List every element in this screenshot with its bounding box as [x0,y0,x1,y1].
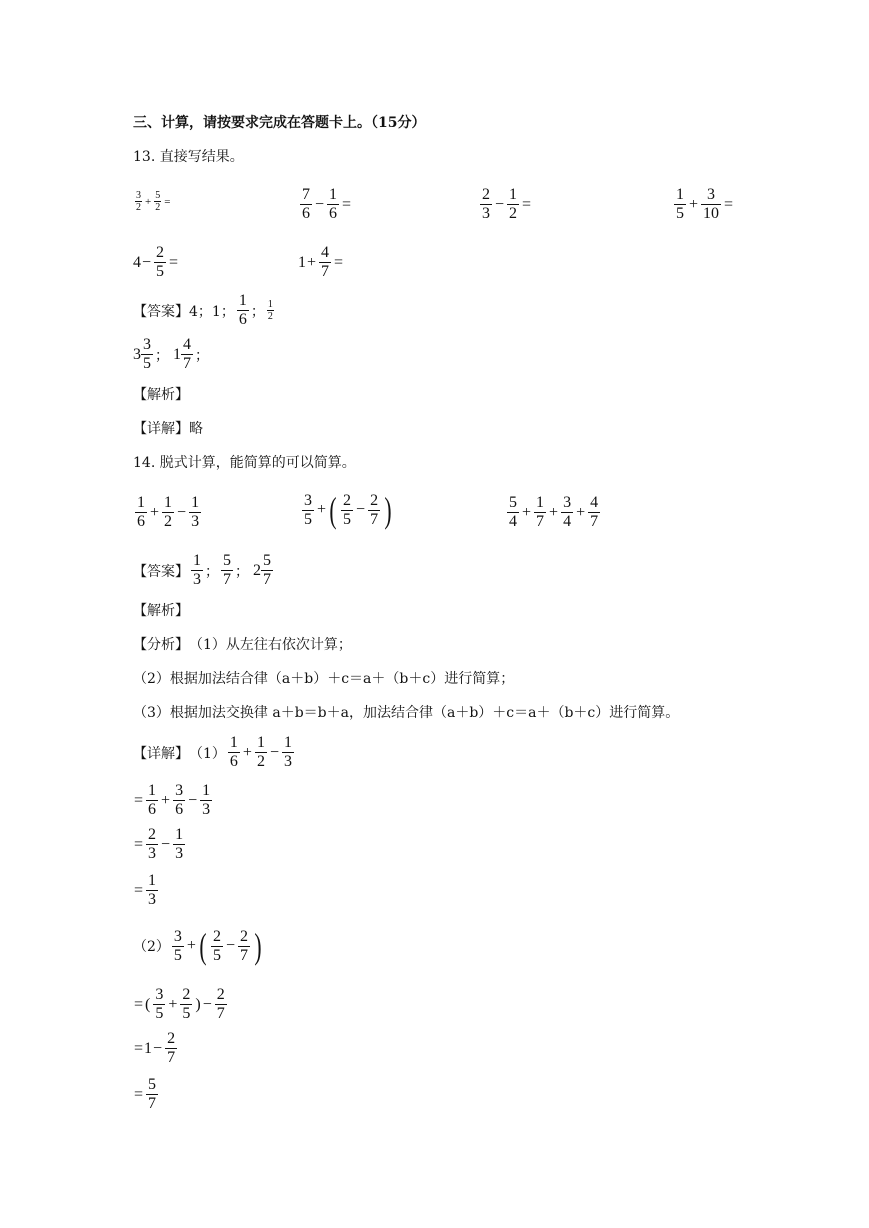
question-13-label: 13. 直接写结果。 [133,149,244,165]
q14-detail-2-start: （2） $\frac{3}{5}$ + ( $\frac{2}{5}$ − $\frac{2}{7}$ ) [133,926,262,966]
q13-analysis: 【解析】 [133,387,189,403]
q14-step-2-3: = $\frac{5}{7}$ [134,1076,157,1112]
q13-expr-5: 4 − $\frac{2}{5}$ = [133,244,179,280]
q14-fenxi-2: （2）根据加法结合律（a＋b）＋c＝a＋（b＋c）进行简算； [133,671,515,687]
q13-expr-2: $\frac{7}{6}$ − $\frac{1}{6}$ = [302,186,352,222]
q13-answer-line-2: 3 $\frac{3}{5}$ ； 1 $\frac{4}{7}$ ； [133,336,209,372]
q13-expr-6: 1 + $\frac{4}{7}$ = [298,244,344,280]
q13-answer-line-1: 【答案】 4；1； $\frac{1}{6}$ ； $\frac{1}{2}$ [133,292,273,328]
q14-analysis: 【解析】 [133,603,189,619]
q14-step-2-2: = 1 − $\frac{2}{7}$ [134,1030,176,1066]
q13-expr-1: $\frac{3}{2}$ + $\frac{5}{2}$ = [136,190,171,213]
q14-expr-2: $\frac{3}{5}$ + ( $\frac{2}{5}$ − $\frac{2}{7}$ ) [304,490,392,530]
question-14-label: 14. 脱式计算，能简算的可以简算。 [133,455,356,471]
q14-fenxi-1: 【分析】 （1）从左往右依次计算； [133,637,352,653]
q14-expr-3: $\frac{5}{4}$ + $\frac{1}{7}$ + $\frac{3}{4}$ + $\frac{4}{7}$ [509,494,599,530]
q14-answer: 【答案】 $\frac{1}{3}$ ； $\frac{5}{7}$ ； 2 $\frac{5}{7}$ [133,552,271,588]
q14-detail-1-start: 【详解】 （1） $\frac{1}{6}$ + $\frac{1}{2}$ − $\frac{1}{3}$ [133,734,292,770]
q14-step-1-2: = $\frac{2}{3}$ − $\frac{1}{3}$ [134,826,184,862]
q14-step-1-3: = $\frac{1}{3}$ [134,872,157,908]
q14-step-1-1: = $\frac{1}{6}$ + $\frac{3}{6}$ − $\frac{1}{3}$ [134,782,211,818]
q14-fenxi-3: （3）根据加法交换律 a＋b＝b＋a，加法结合律（a＋b）＋c＝a＋（b＋c）进行简算。 [133,705,680,721]
q13-detail: 【详解】略 [133,421,203,437]
q14-step-2-1: = ( $\frac{3}{5}$ + $\frac{2}{5}$ ) − $\frac{2}{7}$ [134,986,225,1022]
q13-expr-3: $\frac{2}{3}$ − $\frac{1}{2}$ = [482,186,532,222]
q13-expr-4: $\frac{1}{5}$ + $\frac{3}{10}$ = [676,186,734,222]
section-title: 三、计算，请按要求完成在答题卡上。（15分） [133,115,426,131]
q14-expr-1: $\frac{1}{6}$ + $\frac{1}{2}$ − $\frac{1}{3}$ [137,494,200,530]
